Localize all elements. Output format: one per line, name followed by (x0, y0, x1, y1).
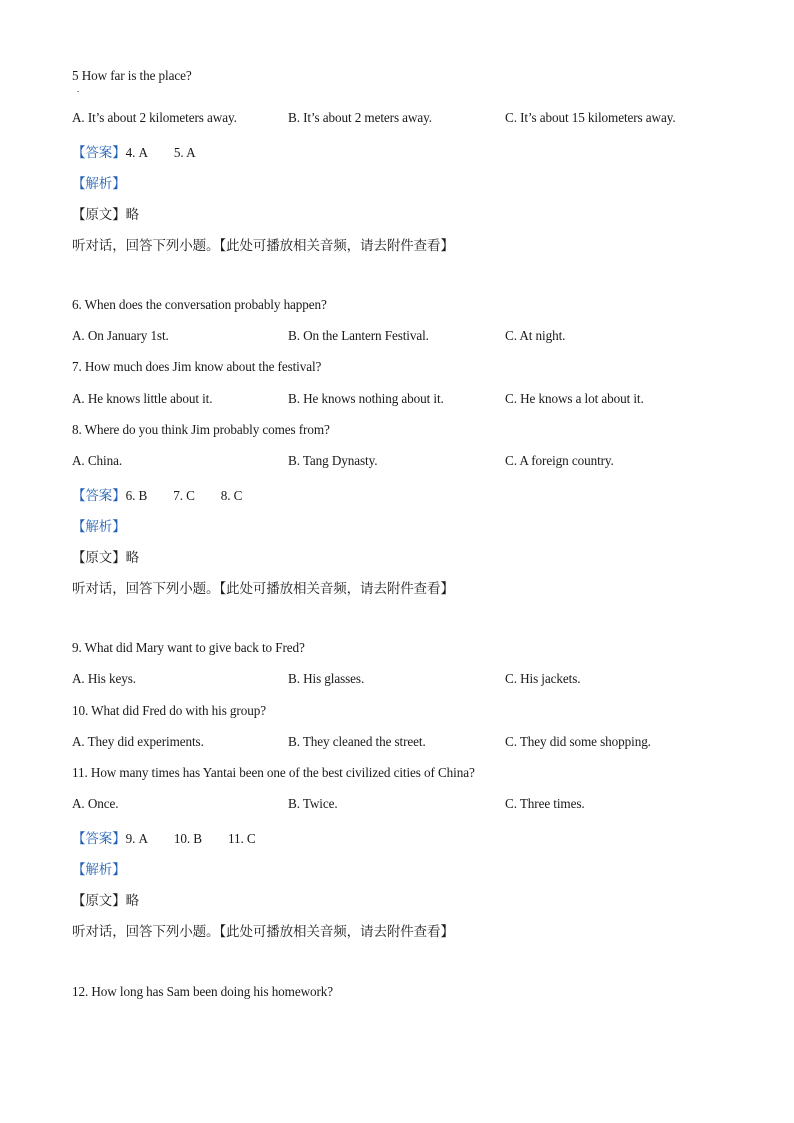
answer-item: 5. A (173, 145, 196, 160)
question-9: 9. What did Mary want to give back to Fred? (72, 640, 305, 655)
original-text-2: 【原文】略 (72, 550, 139, 566)
listening-instruction-2: 听对话，回答下列小题。【此处可播放相关音频，请去附件查看】 (72, 581, 454, 597)
stray-dot: . (77, 84, 80, 94)
q6-option-b: B. On the Lantern Festival. (288, 328, 429, 343)
q8-option-b: B. Tang Dynasty. (288, 453, 378, 468)
q7-option-a: A. He knows little about it. (72, 391, 213, 406)
analysis-label-1: 【解析】 (72, 176, 126, 192)
q6-option-a: A. On January 1st. (72, 328, 169, 343)
q10-option-a: A. They did experiments. (72, 734, 204, 749)
q9-option-a: A. His keys. (72, 671, 137, 686)
q8-option-c: C. A foreign country. (505, 453, 614, 468)
answer-item: 11. C (228, 831, 256, 846)
answer-label: 【答案】 (72, 145, 126, 161)
analysis-label-3: 【解析】 (72, 862, 126, 878)
q7-option-b: B. He knows nothing about it. (288, 391, 444, 406)
answer-label: 【答案】 (72, 831, 126, 847)
question-5: 5 How far is the place? (72, 68, 192, 83)
q9-option-c: C. His jackets. (505, 671, 581, 686)
q5-option-c: C. It’s about 15 kilometers away. (505, 110, 676, 125)
answer-line-1 (72, 141, 196, 161)
question-10: 10. What did Fred do with his group? (72, 703, 266, 718)
answer-item: 10. B (173, 831, 202, 846)
answer-item: 7. C (173, 488, 195, 503)
original-text-1: 【原文】略 (72, 207, 139, 223)
q11-option-b: B. Twice. (288, 796, 338, 811)
answer-item: 6. B (125, 488, 148, 503)
answer-line-2 (72, 484, 242, 504)
q7-option-c: C. He knows a lot about it. (505, 391, 644, 406)
original-text-3: 【原文】略 (72, 893, 139, 909)
question-12: 12. How long has Sam been doing his homework? (72, 984, 334, 999)
answer-item: 8. C (220, 488, 243, 503)
answer-label: 【答案】 (72, 488, 126, 504)
q11-option-a: A. Once. (72, 796, 119, 811)
q9-option-b: B. His glasses. (288, 671, 365, 686)
answer-line-3 (72, 827, 256, 847)
question-6: 6. When does the conversation probably happen? (72, 297, 327, 312)
q5-option-b: B. It’s about 2 meters away. (288, 110, 432, 125)
listening-instruction-1: 听对话，回答下列小题。【此处可播放相关音频，请去附件查看】 (72, 238, 454, 254)
listening-instruction-3: 听对话，回答下列小题。【此处可播放相关音频，请去附件查看】 (72, 924, 454, 940)
answer-item: 9. A (125, 831, 148, 846)
q8-option-a: A. China. (72, 453, 123, 468)
q6-option-c: C. At night. (505, 328, 566, 343)
q10-option-b: B. They cleaned the street. (288, 734, 426, 749)
q5-option-a: A. It’s about 2 kilometers away. (72, 110, 237, 125)
q11-option-c: C. Three times. (505, 796, 585, 811)
analysis-label-2: 【解析】 (72, 519, 126, 535)
q10-option-c: C. They did some shopping. (505, 734, 651, 749)
answer-item: 4. A (125, 145, 148, 160)
question-11: 11. How many times has Yantai been one of the best civilized cities of China? (72, 765, 475, 780)
question-8: 8. Where do you think Jim probably comes from? (72, 422, 330, 437)
question-7: 7. How much does Jim know about the festival? (72, 359, 322, 374)
